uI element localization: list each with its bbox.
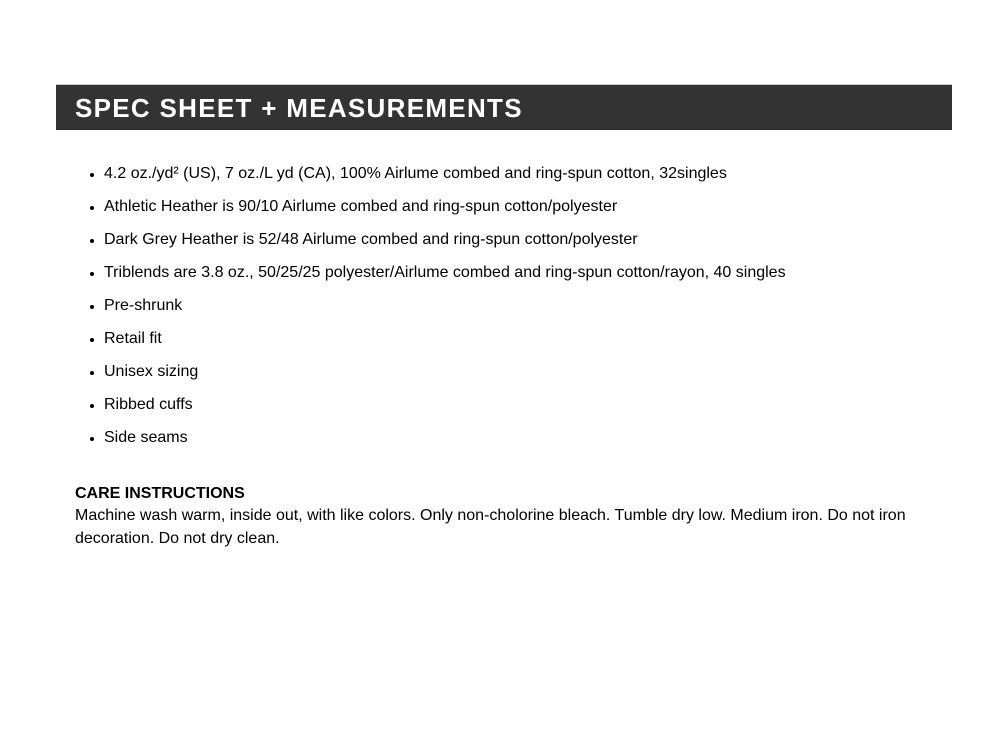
section-title: SPEC SHEET + MEASUREMENTS — [75, 93, 523, 123]
care-title: CARE INSTRUCTIONS — [75, 485, 245, 502]
spec-item: • Side seams — [104, 427, 964, 449]
spec-item: • Dark Grey Heather is 52/48 Airlume combed and ring-spun cotton/polyester — [104, 229, 964, 251]
spec-item: • Retail fit — [104, 328, 964, 350]
spec-item: • Triblends are 3.8 oz., 50/25/25 polyester/Airlume combed and ring-spun cotton/rayon, 40 singles — [104, 262, 964, 284]
care-text: Machine wash warm, inside out, with like colors. Only non-cholorine bleach. Tumble dry low. Medium iron. Do not iron decoration. Do not dry clean. — [75, 507, 906, 547]
spec-item: • Ribbed cuffs — [104, 394, 964, 416]
section-header — [56, 84, 952, 130]
care-instructions — [75, 484, 935, 550]
spec-item: • Pre-shrunk — [104, 295, 964, 317]
spec-item: • Athletic Heather is 90/10 Airlume combed and ring-spun cotton/polyester — [104, 196, 964, 218]
spec-item: • Unisex sizing — [104, 361, 964, 383]
spec-item: • 4.2 oz./yd² (US), 7 oz./L yd (CA), 100% Airlume combed and ring-spun cotton, 32singles — [104, 163, 964, 185]
spec-list — [75, 163, 964, 460]
